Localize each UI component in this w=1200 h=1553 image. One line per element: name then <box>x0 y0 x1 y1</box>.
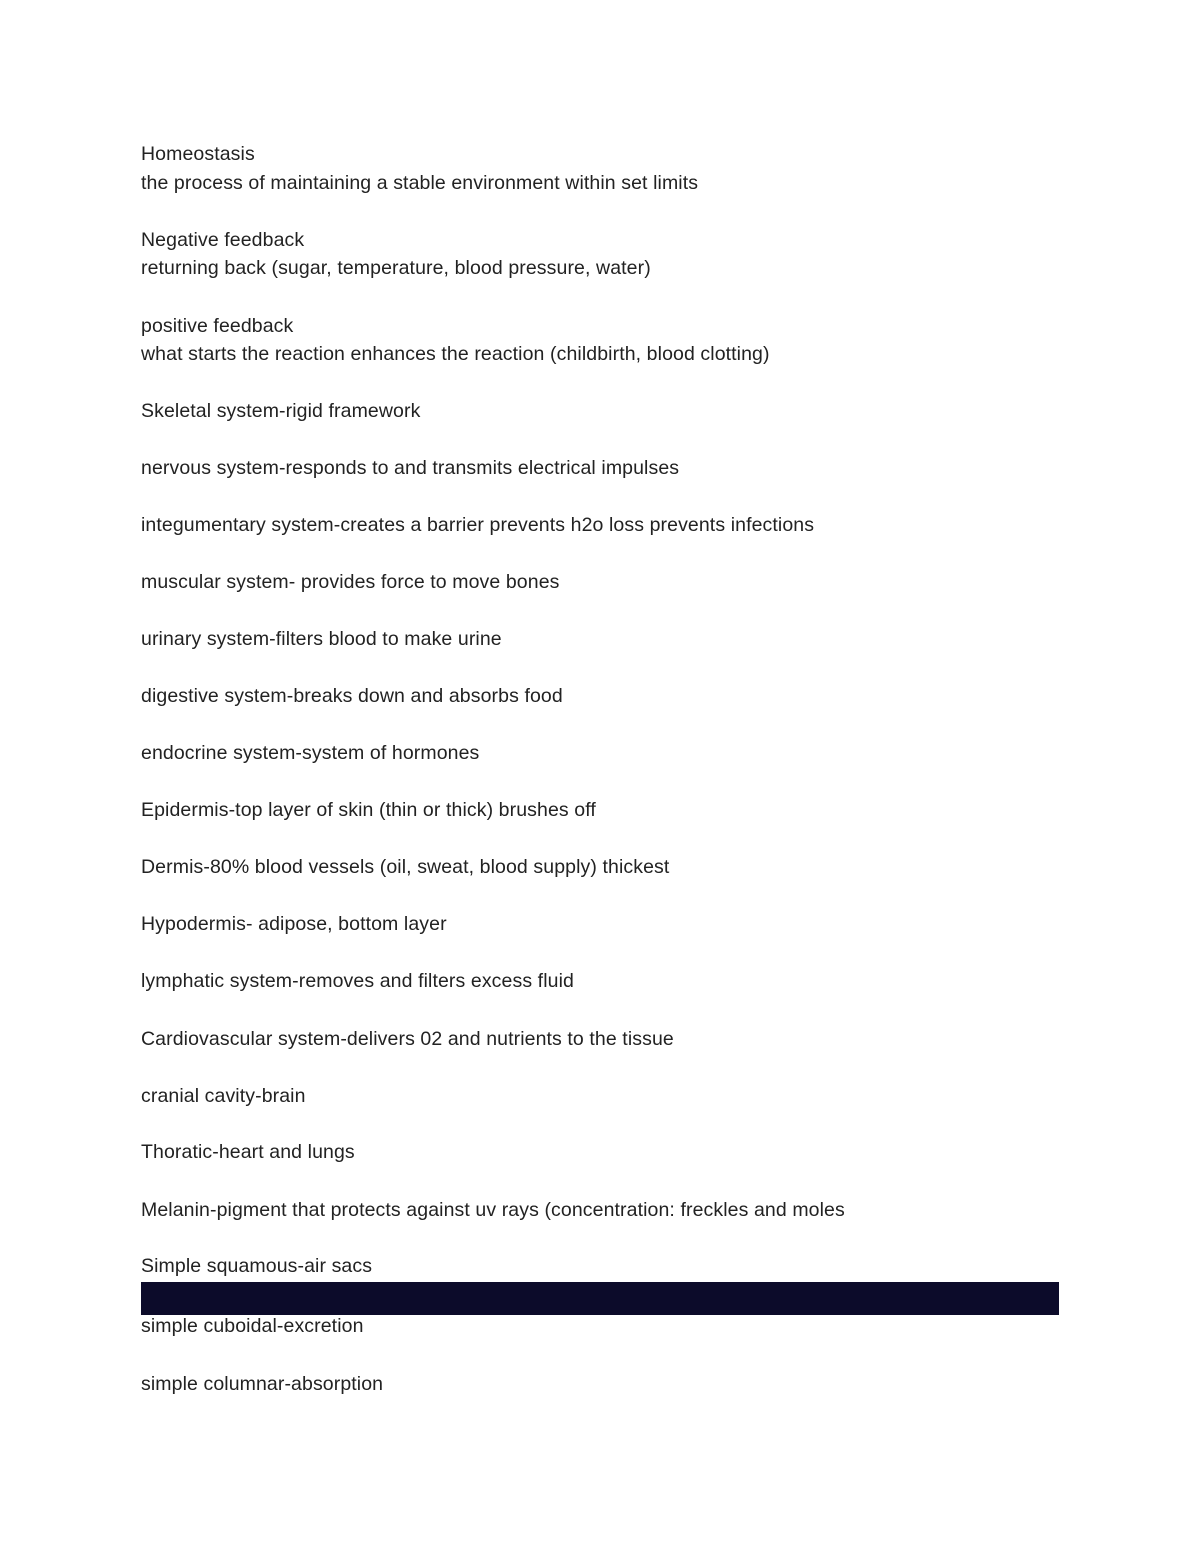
note-simple-columnar: simple columnar-absorption <box>141 1373 384 1395</box>
note-simple-cuboidal: simple cuboidal-excretion <box>141 1315 364 1337</box>
definition-positive-feedback: what starts the reaction enhances the reaction (childbirth, blood clotting) <box>141 343 770 365</box>
note-melanin: Melanin-pigment that protects against uv rays (concentration: freckles and moles <box>141 1199 845 1221</box>
note-epidermis: Epidermis-top layer of skin (thin or thick) brushes off <box>141 799 596 821</box>
note-thoratic: Thoratic-heart and lungs <box>141 1141 355 1163</box>
note-cranial-cavity: cranial cavity-brain <box>141 1085 306 1107</box>
note-endocrine-system: endocrine system-system of hormones <box>141 742 480 764</box>
note-simple-squamous: Simple squamous-air sacs <box>141 1255 373 1277</box>
note-nervous-system: nervous system-responds to and transmits electrical impulses <box>141 457 680 479</box>
note-integumentary-system: integumentary system-creates a barrier prevents h2o loss prevents infections <box>141 514 815 536</box>
redaction-bar <box>141 1282 1059 1315</box>
note-urinary-system: urinary system-filters blood to make urine <box>141 628 502 650</box>
note-muscular-system: muscular system- provides force to move bones <box>141 571 560 593</box>
note-dermis: Dermis-80% blood vessels (oil, sweat, blood supply) thickest <box>141 856 670 878</box>
note-digestive-system: digestive system-breaks down and absorbs food <box>141 685 563 707</box>
note-lymphatic-system: lymphatic system-removes and filters excess fluid <box>141 970 574 992</box>
definition-homeostasis: the process of maintaining a stable environment within set limits <box>141 172 699 194</box>
term-positive-feedback: positive feedback <box>141 315 294 337</box>
note-hypodermis: Hypodermis- adipose, bottom layer <box>141 913 447 935</box>
definition-negative-feedback: returning back (sugar, temperature, blood pressure, water) <box>141 257 651 279</box>
term-homeostasis: Homeostasis <box>141 143 255 165</box>
term-negative-feedback: Negative feedback <box>141 229 305 251</box>
note-skeletal-system: Skeletal system-rigid framework <box>141 400 421 422</box>
note-cardiovascular-system: Cardiovascular system-delivers 02 and nutrients to the tissue <box>141 1028 674 1050</box>
